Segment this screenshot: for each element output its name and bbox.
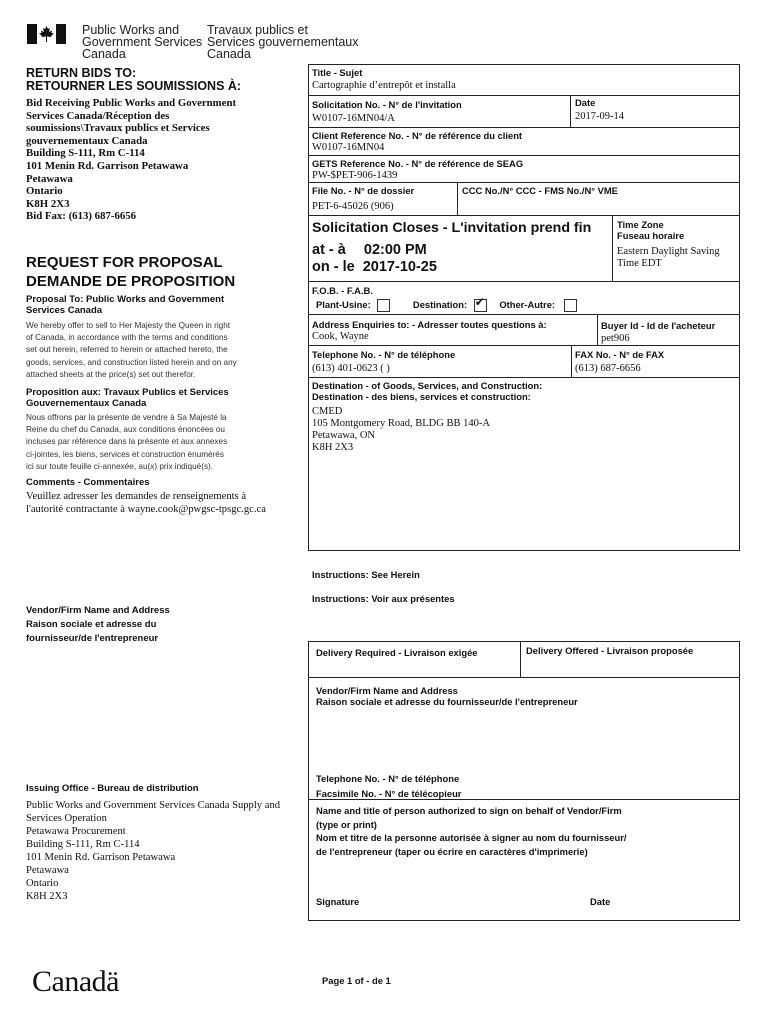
date-label: Date xyxy=(575,97,596,108)
destination-label: Destination - of Goods, Services, and Construction: Destination - des biens, services et construction: xyxy=(312,380,543,402)
solicitation-no-value: W0107-16MN04/A xyxy=(312,113,395,124)
delivery-required-label: Delivery Required - Livraison exigée xyxy=(316,647,478,658)
return-bids-title: RETURN BIDS TO: RETOURNER LES SOUMISSIONS À: xyxy=(26,66,242,93)
other-checkbox[interactable] xyxy=(564,299,577,312)
checkmark-icon: ✔ xyxy=(474,295,485,310)
gets-ref-label: GETS Reference No. - N° de référence de SEAG xyxy=(312,158,524,169)
buyer-id-label: Buyer Id - Id de l'acheteur xyxy=(601,320,716,331)
title-label: Title - Sujet xyxy=(312,67,363,78)
phone-value: (613) 401-0623 ( ) xyxy=(312,363,390,374)
comments-label: Comments - Commentaires xyxy=(26,477,150,488)
solicitation-closes-title: Solicitation Closes - L'invitation prend fin xyxy=(312,220,592,236)
issuing-office-address: Public Works and Government Services Canada Supply and Services Operation Petawawa Procurement Building S-111, Rm C-114 101 Menin Rd. Garrison Petawawa Petawawa Ontario K8H 2X3 xyxy=(26,800,281,902)
destination-address: CMED 105 Montgomery Road, BLDG BB 140-A Petawawa, ON K8H 2X3 xyxy=(312,406,490,453)
other-label: Other-Autre: xyxy=(499,299,556,310)
closing-time-row xyxy=(312,242,427,258)
proposal-to-label: Proposal To: Public Works and Government Services Canada xyxy=(26,294,225,316)
closing-time-value: 02:00 PM xyxy=(363,242,427,258)
date-value: 2017-09-14 xyxy=(575,111,624,122)
plant-checkbox[interactable] xyxy=(377,299,390,312)
ccc-no-label: CCC No./N° CCC - FMS No./N° VME xyxy=(462,185,618,196)
rfp-title: REQUEST FOR PROPOSAL DEMANDE DE PROPOSITION xyxy=(26,254,236,290)
fob-label: F.O.B. - F.A.B. xyxy=(312,285,373,296)
title-value: Cartographie d’entrepôt et installa xyxy=(312,80,456,91)
department-name-en: Public Works and Government Services Canada xyxy=(82,23,203,61)
fax-label: FAX No. - N° de FAX xyxy=(575,349,665,360)
time-zone-label: Time Zone Fuseau horaire xyxy=(617,219,685,241)
closing-date-value: 2017-10-25 xyxy=(362,259,437,275)
comments-text: Veuillez adresser les demandes de renseignements à l'autorité contractante à wayne.cook@pwgsc-tpsgc.gc.ca xyxy=(26,491,266,515)
file-no-label: File No. - N° de dossier xyxy=(312,185,415,196)
department-name-fr: Travaux publics et Services gouvernementaux Canada xyxy=(207,23,359,61)
closing-date-row xyxy=(312,259,437,275)
fax-value: (613) 687-6656 xyxy=(575,363,641,374)
gets-ref-value: PW-$PET-906-1439 xyxy=(312,170,398,181)
issuing-office-label: Issuing Office - Bureau de distribution xyxy=(26,783,199,794)
proposition-text: Nous offrons par la présente de vendre à Sa Majesté la Reine du chef du Canada, aux conditions énoncées ou incluses par référence dans la présente et aux annexes ci-jointes, les biens, services et construction énumérés ici sur toute feuille ci-annexée, au(x) prix indiqué(s). xyxy=(26,413,228,471)
file-no-value: PET-6-45026 (906) xyxy=(312,201,394,212)
return-bids-address: Bid Receiving Public Works and Government Services Canada/Réception des soumissions\Travaux publics et Services gouvernementaux Canada Building S-111, Rm C-114 101 Menin Rd. Garrison Petawawa Petawawa Ontario K8H 2X3 Bid Fax: (613) 687-6656 xyxy=(26,97,237,223)
signature-date-label: Date xyxy=(590,896,611,907)
on-label: on - le xyxy=(312,259,355,275)
delivery-offered-label: Delivery Offered - Livraison proposée xyxy=(526,645,694,656)
vendor-firm-label-left: Vendor/Firm Name and Address Raison sociale et adresse du fournisseur/de l'entrepreneur xyxy=(26,605,170,644)
canada-flag-icon xyxy=(27,24,66,44)
buyer-id-value: pet906 xyxy=(601,333,630,344)
vendor-contact-label: Telephone No. - N° de téléphone Facsimile No. - N° de télécopieur xyxy=(316,773,462,799)
authorized-signatory-label: Name and title of person authorized to sign on behalf of Vendor/Firm (type or print) Nom et titre de la personne autorisée à signer au nom du fournisseur/ de l'entrepreneur (taper ou écrire en caractères d'imprimerie) xyxy=(316,805,627,857)
at-label: at - à xyxy=(312,242,346,258)
client-ref-value: W0107-16MN04 xyxy=(312,142,385,153)
destination-option-label: Destination: xyxy=(412,299,468,310)
destination-checkbox[interactable] xyxy=(474,295,487,312)
address-enquiries-value: Cook, Wayne xyxy=(312,331,369,342)
fob-options xyxy=(316,295,577,312)
solicitation-no-label: Solicitation No. - N° de l'invitation xyxy=(312,99,462,110)
instructions-en: Instructions: See Herein xyxy=(312,569,420,580)
instructions-fr: Instructions: Voir aux présentes xyxy=(312,593,455,604)
proposition-label: Proposition aux: Travaux Publics et Services Gouvernementaux Canada xyxy=(26,387,229,409)
proposal-to-text: We hereby offer to sell to Her Majesty the Queen in right of Canada, in accordance with the terms and conditions set out herein, referred to herein or attached hereto, the goods, services, and construction listed herein and on any attached sheets at the price(s) set out therefor. xyxy=(26,321,237,379)
phone-label: Telephone No. - N° de téléphone xyxy=(312,349,456,360)
canada-wordmark: Canadä xyxy=(32,965,119,998)
page-number: Page 1 of - de 1 xyxy=(322,975,391,986)
signature-label: Signature xyxy=(316,896,360,907)
address-enquiries-label: Address Enquiries to: - Adresser toutes questions à: xyxy=(312,319,547,330)
time-zone-value: Eastern Daylight Saving Time EDT xyxy=(617,246,720,269)
plant-label: Plant-Usine: xyxy=(316,299,371,310)
client-ref-label: Client Reference No. - N° de référence du client xyxy=(312,130,523,141)
vendor-firm-label-right: Vendor/Firm Name and Address Raison sociale et adresse du fournisseur/de l'entrepreneur xyxy=(316,685,578,707)
